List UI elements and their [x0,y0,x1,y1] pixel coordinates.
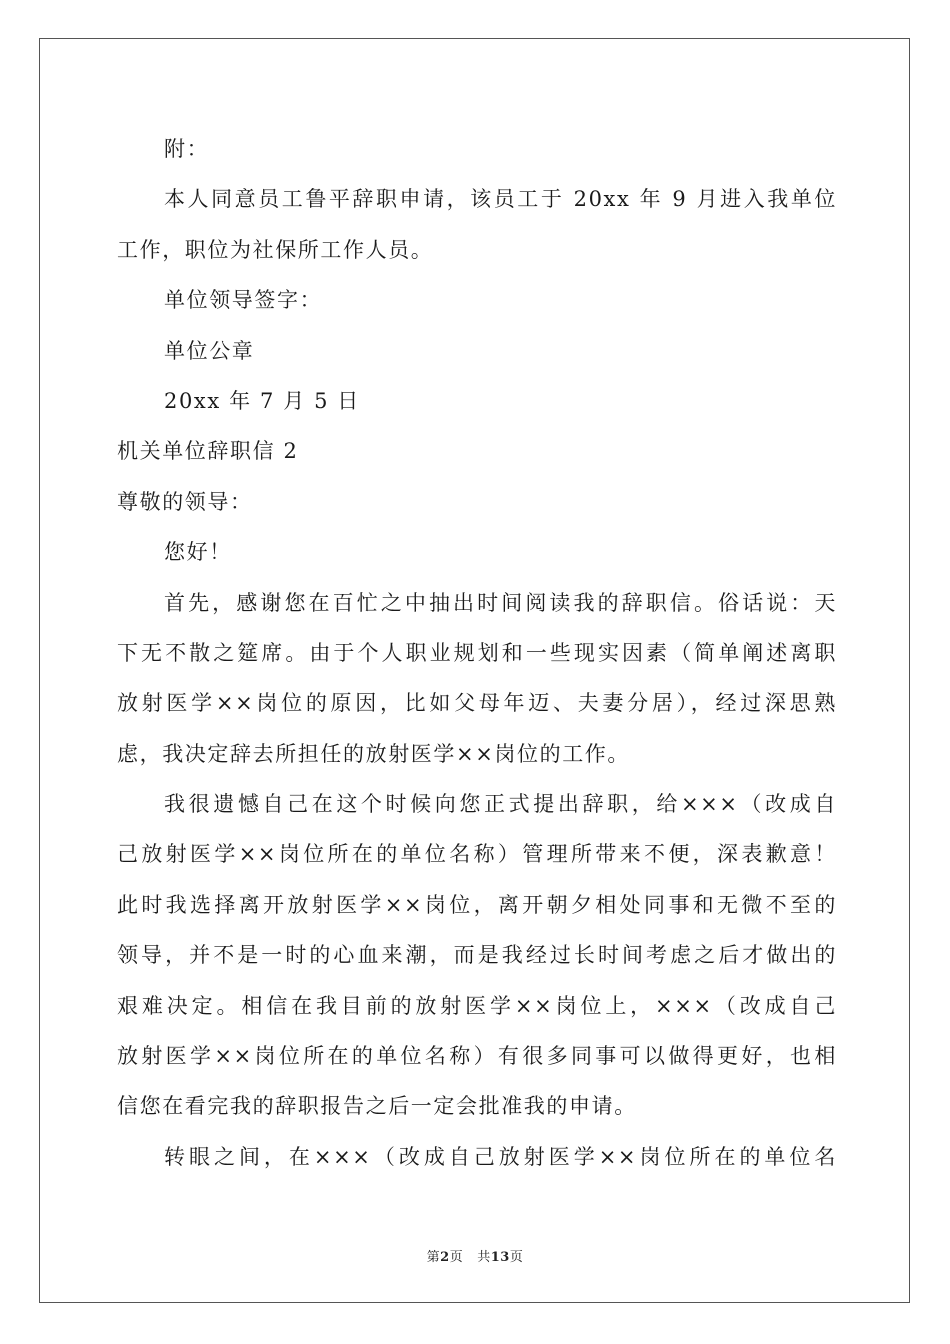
text-line: 下无不散之筵席。由于个人职业规划和一些现实因素（简单阐述离职 [117,640,837,665]
text-line: 单位公章 [164,338,255,363]
page-footer [0,1246,950,1265]
text-line: 20xx 年 7 月 5 日 [164,388,360,413]
text-line: 放射医学××岗位所在的单位名称）有很多同事可以做得更好，也相 [117,1044,837,1069]
footer-page-suffix: 页 [449,1250,464,1265]
text-line: 尊敬的领导： [117,489,253,514]
document-body [117,124,837,1182]
text-line: 机关单位辞职信 2 [117,439,299,464]
footer-total-prefix: 共 [477,1250,491,1265]
text-line: 放射医学××岗位的原因，比如父母年迈、夫妻分居），经过深思熟 [117,691,837,716]
text-line: 艰难决定。相信在我目前的放射医学××岗位上，×××（改成自己 [117,993,837,1018]
footer-prefix: 第 [426,1250,441,1265]
text-line: 信您在看完我的辞职报告之后一定会批准我的申请。 [117,1094,637,1119]
text-line: 转眼之间，在×××（改成自己放射医学××岗位所在的单位名 [164,1144,837,1169]
text-line: 您好！ [164,540,232,565]
footer-page-number: 2 [440,1250,450,1265]
footer-total-pages: 13 [490,1250,510,1265]
text-line: 工作，职位为社保所工作人员。 [117,237,434,262]
text-line: 此时我选择离开放射医学××岗位，离开朝夕相处同事和无微不至的 [117,892,837,917]
text-line: 首先，感谢您在百忙之中抽出时间阅读我的辞职信。俗话说：天 [164,590,837,615]
text-line: 己放射医学××岗位所在的单位名称）管理所带来不便，深表歉意！ [117,842,837,867]
text-line: 单位领导签字： [164,288,323,313]
text-line: 领导，并不是一时的心血来潮，而是我经过长时间考虑之后才做出的 [117,943,837,968]
text-line: 附： [164,137,210,161]
text-line: 虑，我决定辞去所担任的放射医学××岗位的工作。 [117,741,630,766]
text-line: 我很遗憾自己在这个时候向您正式提出辞职，给×××（改成自 [164,792,837,817]
text-line: 本人同意员工鲁平辞职申请，该员工于 20xx 年 9 月进入我单位 [164,187,837,212]
footer-total-suffix: 页 [509,1250,524,1265]
